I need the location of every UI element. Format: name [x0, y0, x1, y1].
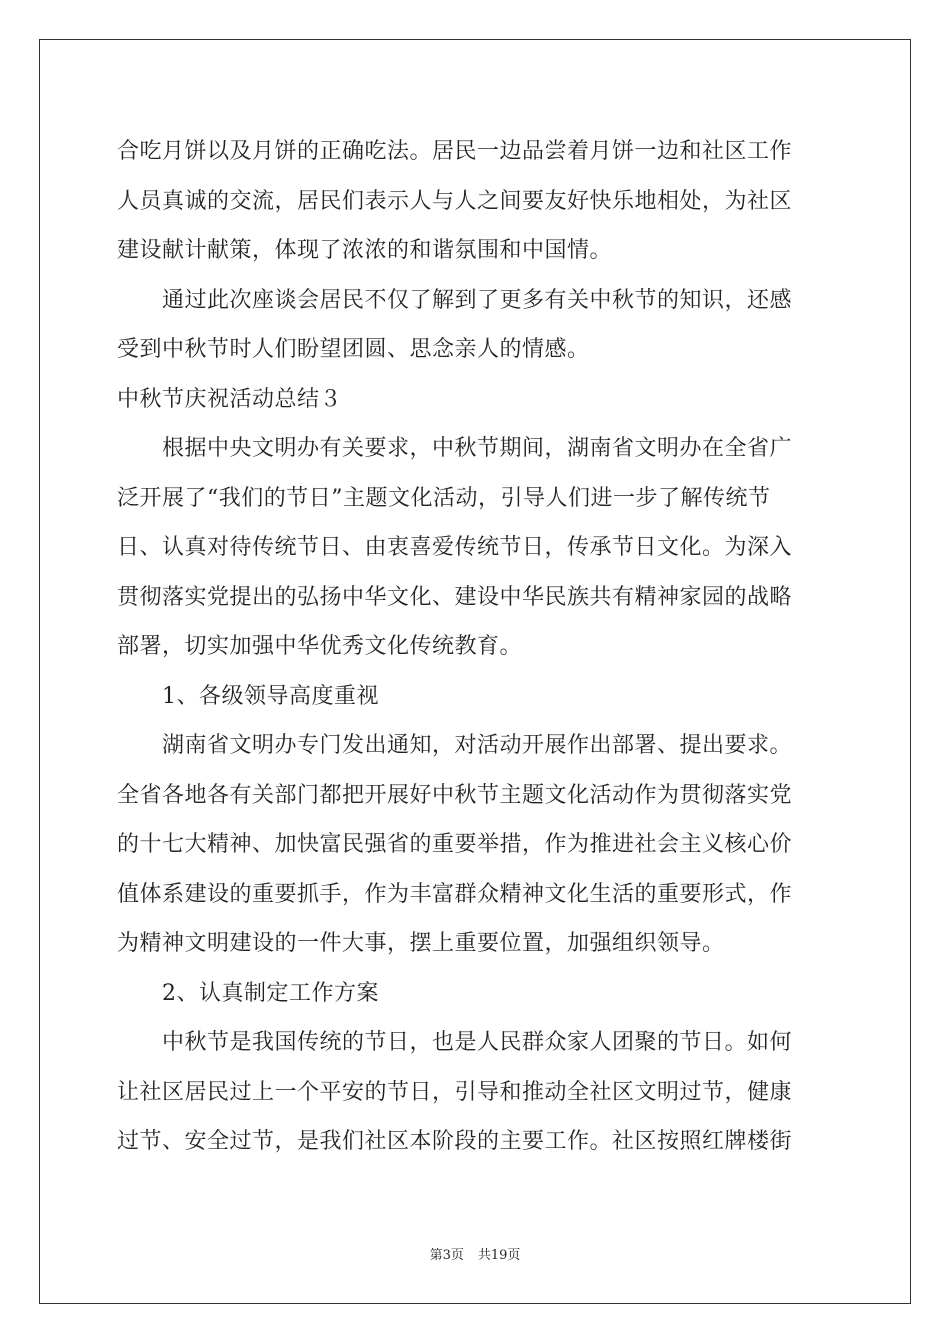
text-line: 合吃月饼以及月饼的正确吃法。居民一边品尝着月饼一边和社区工作	[117, 139, 793, 164]
total-pages: 共19页	[477, 1248, 521, 1263]
page-number: 第3页	[429, 1248, 464, 1263]
subheading: 1、各级领导高度重视	[117, 683, 379, 709]
text-line: 湖南省文明办专门发出通知，对活动开展作出部署、提出要求。	[117, 733, 793, 758]
page-footer	[0, 1246, 950, 1266]
text-line: 中秋节是我国传统的节日，也是人民群众家人团聚的节日。如何	[117, 1030, 793, 1055]
text-line: 为精神文明建设的一件大事，摆上重要位置，加强组织领导。	[117, 931, 725, 956]
text-line: 建设献计献策，体现了浓浓的和谐氛围和中国情。	[117, 238, 613, 263]
text-line: 受到中秋节时人们盼望团圆、思念亲人的情感。	[117, 337, 590, 362]
text-line: 人员真诚的交流，居民们表示人与人之间要友好快乐地相处，为社区	[117, 188, 793, 214]
text-line: 泛开展了“我们的节日”主题文化活动，引导人们进一步了解传统节	[117, 485, 771, 511]
text-line: 通过此次座谈会居民不仅了解到了更多有关中秋节的知识，还感	[117, 287, 793, 313]
text-line: 贯彻落实党提出的弘扬中华文化、建设中华民族共有精神家园的战略	[117, 584, 793, 610]
document-body	[117, 127, 837, 1167]
text-line: 根据中央文明办有关要求，中秋节期间，湖南省文明办在全省广	[117, 436, 793, 461]
text-line: 日、认真对待传统节日、由衷喜爱传统节日，传承节日文化。为深入	[117, 535, 793, 560]
text-line: 部署，切实加强中华优秀文化传统教育。	[117, 634, 523, 659]
text-line: 让社区居民过上一个平安的节日，引导和推动全社区文明过节，健康	[117, 1079, 793, 1105]
subheading: 2、认真制定工作方案	[117, 980, 379, 1006]
text-line: 过节、安全过节，是我们社区本阶段的主要工作。社区按照红牌楼街	[117, 1129, 793, 1154]
text-line: 全省各地各有关部门都把开展好中秋节主题文化活动作为贯彻落实党	[117, 782, 793, 808]
text-line: 值体系建设的重要抓手，作为丰富群众精神文化生活的重要形式，作	[117, 881, 793, 907]
text-line: 的十七大精神、加快富民强省的重要举措，作为推进社会主义核心价	[117, 832, 793, 857]
section-heading: 中秋节庆祝活动总结３	[117, 386, 343, 412]
